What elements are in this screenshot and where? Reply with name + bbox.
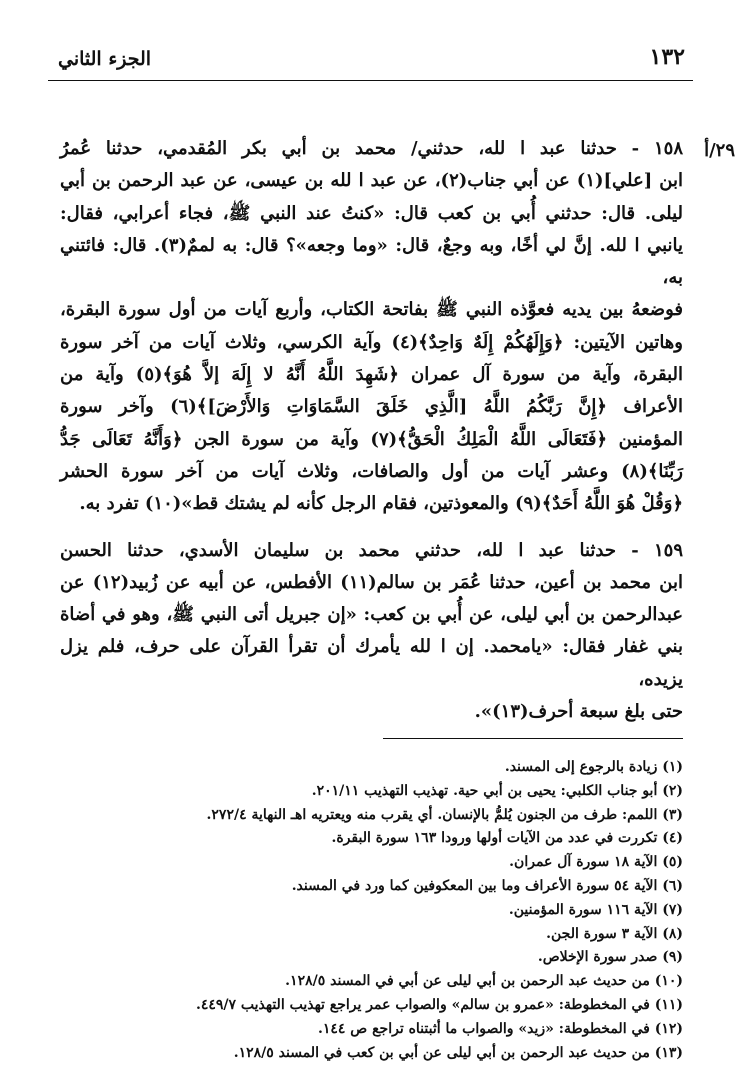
text-line: عبدالرحمن بن أبي ليلى، عن أُبي بن كعب: «إن جبريل أتى النبي ﷺ، وهو في أضاة <box>60 604 683 626</box>
footnote: (٢) أبو جناب الكلبي: يحيى بن أبي حية. تهذيب التهذيب ٢٠١/١١. <box>311 782 683 799</box>
text-line: رَبِّنَا﴾(٨) وعشر آيات من أول والصافات، وثلاث آيات من آخر سورة الحشر <box>60 460 683 482</box>
footnote: (٥) الآية ١٨ سورة آل عمران. <box>509 854 683 871</box>
page-header <box>48 40 693 81</box>
footnote: (١١) في المخطوطة: «عمرو بن سالم» والصواب عمر يراجع تهذيب التهذيب ٤٤٩/٧. <box>195 996 683 1013</box>
text-line: ﴿وَقُلْ هُوَ اللَّهُ أَحَدٌ﴾(٩) والمعوذتين، فقام الرجل كأنه لم يشتك قط»(١٠) تفرد به. <box>79 493 683 515</box>
footnote: (١) زيادة بالرجوع إلى المسند. <box>504 759 683 775</box>
text-line: بني غفار فقال: «يامحمد. إن ا لله يأمرك أن تقرأ القرآن على حرف، فلم يزل يزيده، <box>60 636 683 690</box>
hadith-159 <box>60 535 683 729</box>
text-line: البقرة، وآية من سورة آل عمران ﴿شَهِدَ اللَّهُ أَنَّهُ لا إِلَهَ إلاَّ هُوَ﴾(٥) وآية من <box>60 364 683 386</box>
footnote: (٦) الآية ٥٤ سورة الأعراف وما بين المعكوفين كما ورد في المسند. <box>291 877 683 894</box>
footnote: (٣) اللمم: طرف من الجنون يُلمُّ بالإنسان. أي يقرب منه ويعتريه اهـ النهاية ٢٧٢/٤. <box>206 806 683 823</box>
text-line: ابن [علي](١) عن أبي جناب(٢)، عن عبد ا لله بن عيسى، عن عبد الرحمن بن أبي <box>60 170 683 192</box>
footnote: (٨) الآية ٣ سورة الجن. <box>546 925 683 942</box>
footnote: (١٢) في المخطوطة: «زيد» والصواب ما أثبتناه تراجع ص ١٤٤. <box>317 1020 683 1037</box>
footnote: (١٣) من حديث عبد الرحمن بن أبي ليلى عن أبي بن كعب في المسند ١٢٨/٥. <box>233 1044 683 1061</box>
footnotes <box>60 756 683 1065</box>
hadith-158 <box>60 133 683 521</box>
text-line: حتى بلغ سبعة أحرف(١٣)». <box>474 701 683 723</box>
text-line: ليلى. قال: حدثني أُبي بن كعب قال: «كنتُ عند النبي ﷺ، فجاء أعرابي، فقال: <box>60 202 683 224</box>
text-line: ١٥٨ - حدثنا عبد ا لله، حدثني/ محمد بن أبي بكر المُقدمي، حدثنا عُمرُ <box>60 138 683 159</box>
footnote: (٤) تكررت في عدد من الآيات أولها ورودا ١٦٣ سورة البقرة. <box>331 830 683 847</box>
text-line: فوضعهُ بين يديه فعوَّذه النبي ﷺ بفاتحة الكتاب، وأربع آيات من أول سورة البقرة، <box>60 299 683 321</box>
text-line: ١٥٩ - حدثنا عبد ا لله، حدثني محمد بن سليمان الأسدي، حدثنا الحسن <box>60 539 683 561</box>
text-line: يانبي ا لله. إنَّ لي أخًا، وبه وجعٌ، قال: «وما وجعه»؟ قال: به لممٌ(٣). قال: فائتني به، <box>60 234 684 289</box>
part-title: الجزء الثاني <box>58 48 152 70</box>
footnote: (٩) صدر سورة الإخلاص. <box>537 949 683 966</box>
text-line: ابن محمد بن أعين، حدثنا عُمَر بن سالم(١١) الأفطس، عن أبيه عن زُبيد(١٢) عن <box>60 571 683 593</box>
text-line: وهاتين الآيتين: ﴿وَإِلَهُكُمْ إِلَهٌ وَاحِدٌ﴾(٤) وآية الكرسي، وثلاث آيات من آخر سورة <box>60 331 683 353</box>
footnote: (١٠) من حديث عبد الرحمن بن أبي ليلى عن أبي في المسند ١٢٨/٥. <box>285 973 683 990</box>
footnote-separator <box>383 738 683 739</box>
manuscript-folio-marker: ٢٩/أ <box>704 140 735 161</box>
footnote: (٧) الآية ١١٦ سورة المؤمنين. <box>508 901 683 918</box>
text-line: الأعراف ﴿إِنَّ رَبَّكُمُ اللَّهُ [الَّذِي خَلَقَ السَّمَاوَاتِ وَالأَرْضَ]﴾(٦) وآخر سورة <box>60 396 683 418</box>
page-number: ١٣٢ <box>649 44 685 70</box>
main-text <box>60 133 683 742</box>
text-line: المؤمنين ﴿فَتَعَالَى اللَّهُ الْمَلِكُ الْحَقُّ﴾(٧) وآية من سورة الجن ﴿وَأَنَّهُ تَعَالَى جَدُّ <box>60 428 684 450</box>
